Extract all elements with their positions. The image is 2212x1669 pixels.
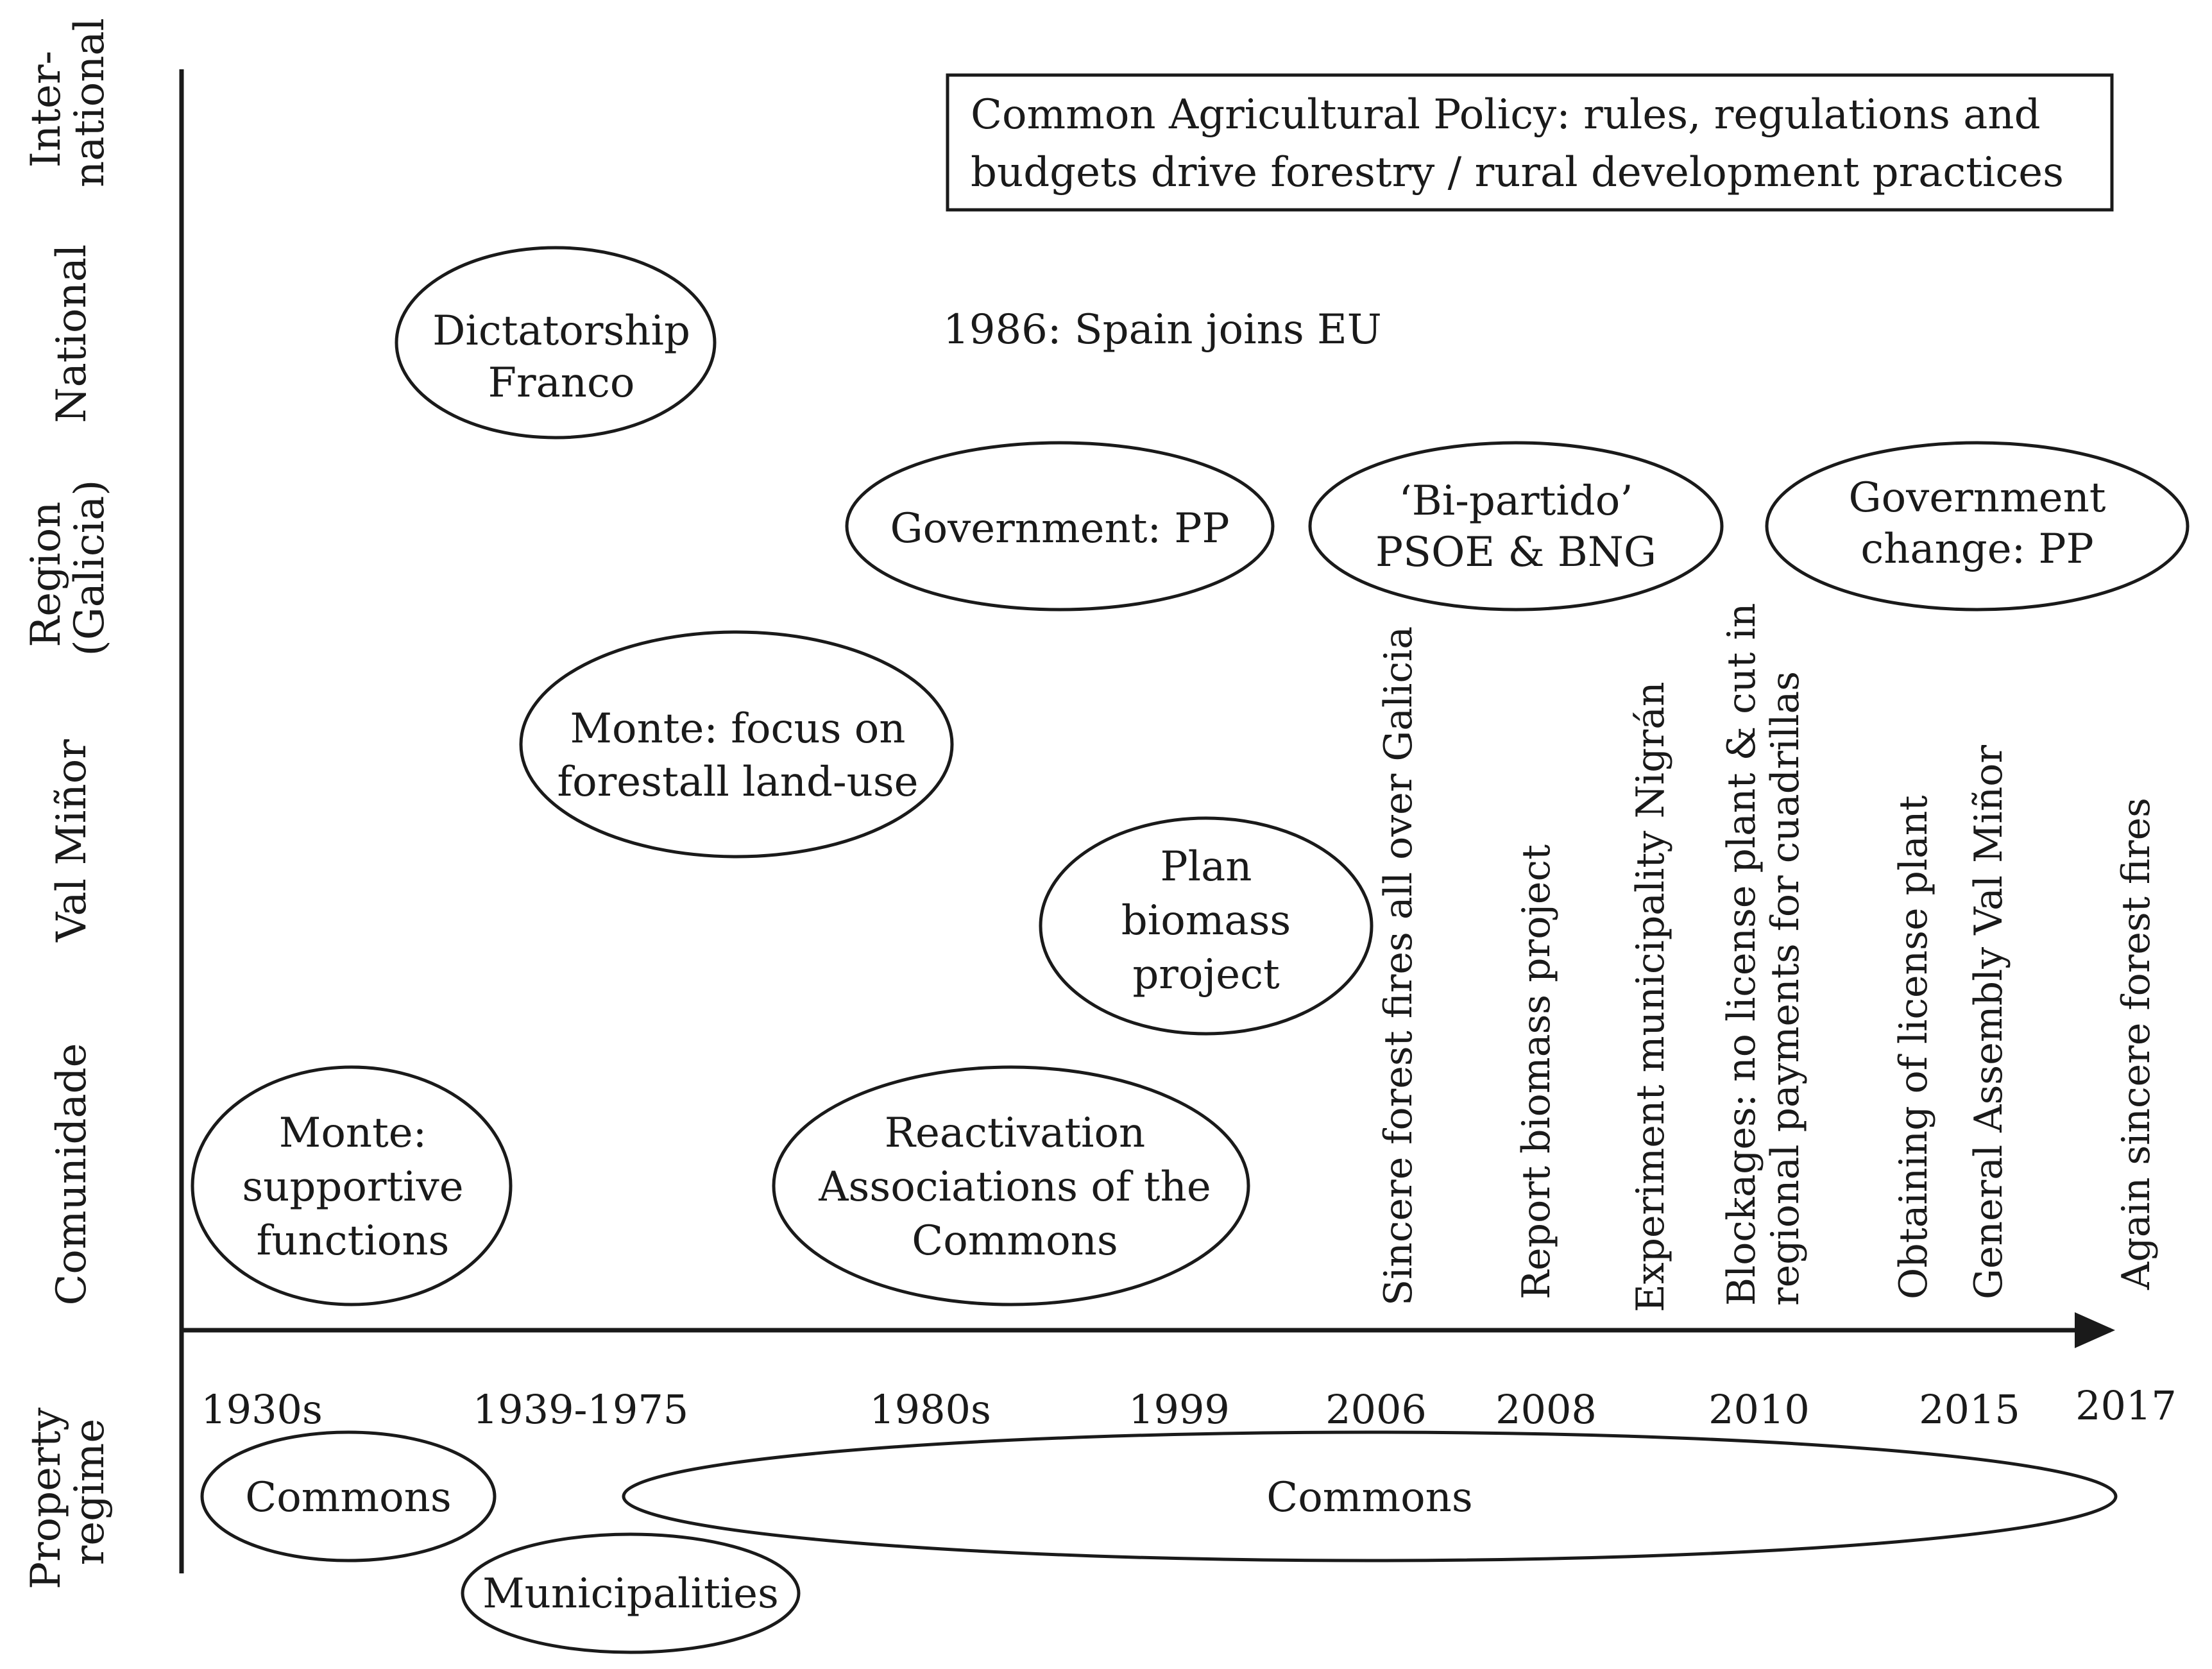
- y-label-val-minor: Val Miñor: [48, 739, 96, 942]
- ellipse-commons-long: [624, 1432, 2116, 1561]
- svg-text:Reactivation: Reactivation: [884, 1109, 1146, 1157]
- ellipse-monte-supportive: [192, 1067, 511, 1305]
- svg-text:Commons: Commons: [1266, 1474, 1473, 1521]
- svg-text:PSOE & BNG: PSOE & BNG: [1375, 529, 1656, 576]
- svg-text:Plan: Plan: [1160, 843, 1252, 891]
- svg-text:functions: functions: [256, 1217, 450, 1265]
- ellipse-government-pp: [847, 443, 1273, 610]
- year-label: 1999: [1128, 1386, 1230, 1433]
- event-license-plant: Obtaining of license plant: [1891, 795, 1936, 1299]
- y-axis-labels: [22, 18, 114, 1589]
- svg-text:Associations of the: Associations of the: [819, 1163, 1211, 1211]
- y-label-region: Region (Galicia): [22, 479, 114, 656]
- svg-text:Common Agricultural Policy: ru: Common Agricultural Policy: rules, regulations and: [971, 91, 2041, 139]
- cap-box: [948, 75, 2112, 210]
- year-label: 1930s: [201, 1386, 323, 1433]
- year-label: 2017: [2075, 1382, 2177, 1429]
- year-label: 1939-1975: [472, 1386, 689, 1433]
- timeline-years: [201, 1382, 2177, 1433]
- svg-text:Government: PP: Government: PP: [890, 505, 1230, 552]
- svg-text:Municipalities: Municipalities: [482, 1570, 779, 1618]
- svg-text:Monte: focus on: Monte: focus on: [570, 705, 906, 753]
- svg-text:Commons: Commons: [912, 1217, 1118, 1265]
- event-general-assembly: General Assembly Val Miñor: [1966, 744, 2011, 1299]
- svg-text:Commons: Commons: [245, 1474, 452, 1521]
- svg-text:Franco: Franco: [488, 359, 635, 407]
- ellipse-commons-1930s: [202, 1432, 495, 1561]
- y-label-comunidade: Comunidade: [48, 1043, 96, 1306]
- svg-text:project: project: [1132, 951, 1280, 998]
- vertical-event-labels: [1376, 591, 2159, 1313]
- svg-text:Monte:: Monte:: [278, 1109, 427, 1157]
- ellipse-monte-forestall: [521, 632, 952, 857]
- year-label: 1980s: [869, 1386, 991, 1433]
- svg-text:budgets drive forestry / rural: budgets drive forestry / rural development practices: [971, 149, 2064, 196]
- svg-text:biomass: biomass: [1121, 897, 1291, 945]
- ellipse-government-change: [1767, 443, 2188, 610]
- svg-text:forestall land-use: forestall land-use: [557, 758, 919, 806]
- svg-text:‘Bi-partido’: ‘Bi-partido’: [1399, 477, 1633, 525]
- y-label-national: National: [48, 244, 96, 424]
- ellipse-plan-biomass: [1041, 818, 1372, 1034]
- svg-text:supportive: supportive: [242, 1163, 464, 1211]
- spain-joins-eu-text: 1986: Spain joins EU: [943, 306, 1382, 354]
- year-label: 2008: [1495, 1386, 1597, 1433]
- event-fires-2017: Again sincere forest fires: [2114, 798, 2159, 1290]
- ellipse-dictatorship: [396, 248, 715, 438]
- ellipse-municipalities: [463, 1534, 799, 1652]
- event-blockages: Blockages: no license plant & cut in regional payments for cuadrillas: [1719, 603, 1808, 1306]
- event-report-biomass: Report biomass project: [1514, 844, 1559, 1299]
- svg-text:change: PP: change: PP: [1860, 526, 2094, 573]
- ellipse-reactivation: [774, 1067, 1248, 1305]
- ellipse-bipartido: [1310, 443, 1722, 610]
- y-label-property-regime: Property regime: [22, 1407, 114, 1589]
- year-label: 2006: [1325, 1386, 1427, 1433]
- year-label: 2010: [1708, 1386, 1810, 1433]
- svg-text:Dictatorship: Dictatorship: [432, 307, 690, 355]
- event-fires-2006: Sincere forest fires all over Galicia: [1376, 626, 1421, 1306]
- year-label: 2015: [1919, 1386, 2020, 1433]
- y-label-international: Inter- national: [22, 18, 114, 187]
- svg-text:Government: Government: [1848, 474, 2106, 522]
- event-experiment-nigran: Experiment municipality Nigrán: [1628, 681, 1673, 1312]
